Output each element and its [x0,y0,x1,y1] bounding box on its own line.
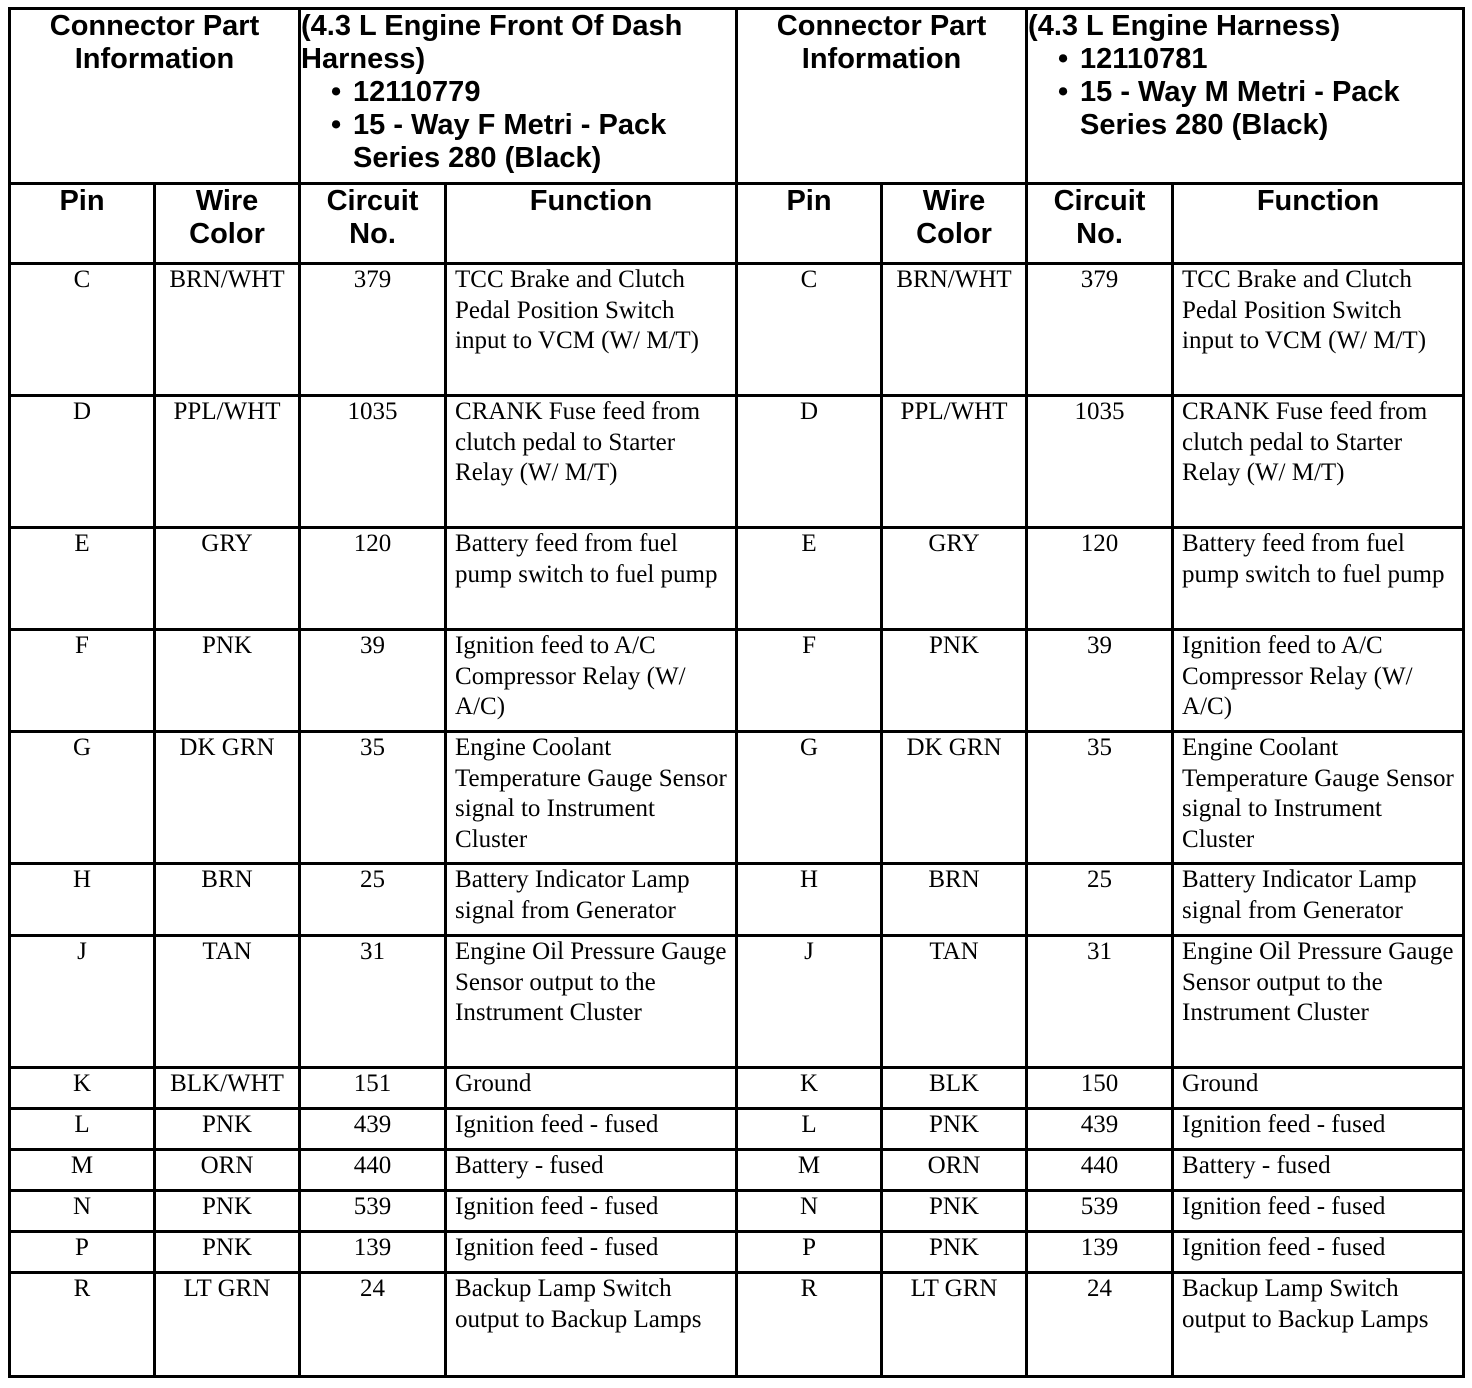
left-part-number: • 12110779 [331,76,735,109]
left-wire-color-cell: BRN [155,864,300,936]
right-function-cell: CRANK Fuse feed from clutch pedal to Starter Relay (W/ M/T) [1173,396,1464,528]
table-row [10,528,1464,630]
left-connector-description: • 15 - Way F Metri - Pack Series 280 (Black) [331,109,735,175]
left-wire-color-cell: PNK [155,1191,300,1232]
right-wire-color-cell: GRY [882,528,1027,630]
left-function-cell: Engine Oil Pressure Gauge Sensor output to the Instrument Cluster [446,936,737,1068]
left-pin-cell: E [10,528,155,630]
right-function-header: Function [1173,184,1464,264]
left-function-cell: Ground [446,1068,737,1109]
right-pin-cell: H [737,864,882,936]
right-wire-color-header: Wire Color [882,184,1027,264]
left-circuit-cell: 120 [300,528,446,630]
left-circuit-header: Circuit No. [300,184,446,264]
left-circuit-cell: 31 [300,936,446,1068]
connector-header-row [10,9,1464,184]
right-wire-color-cell: BRN [882,864,1027,936]
left-function-cell: Backup Lamp Switch output to Backup Lamps [446,1273,737,1377]
right-function-cell: Ground [1173,1068,1464,1109]
right-pin-cell: N [737,1191,882,1232]
right-wire-color-cell: ORN [882,1150,1027,1191]
table-row [10,1191,1464,1232]
right-pin-cell: J [737,936,882,1068]
right-circuit-cell: 1035 [1027,396,1173,528]
left-wire-color-cell: PNK [155,1109,300,1150]
left-part-info-label: Connector Part Information [10,9,300,184]
left-pin-cell: H [10,864,155,936]
left-wire-color-cell: DK GRN [155,732,300,864]
left-wire-color-cell: GRY [155,528,300,630]
right-wire-color-cell: PNK [882,630,1027,732]
right-circuit-cell: 39 [1027,630,1173,732]
table-row [10,732,1464,864]
left-wire-color-cell: BRN/WHT [155,264,300,396]
right-function-cell: Engine Oil Pressure Gauge Sensor output to the Instrument Cluster [1173,936,1464,1068]
right-function-cell: Battery Indicator Lamp signal from Generator [1173,864,1464,936]
table-row [10,630,1464,732]
left-function-cell: Ignition feed - fused [446,1191,737,1232]
table-row [10,1109,1464,1150]
left-pin-cell: J [10,936,155,1068]
left-pin-cell: R [10,1273,155,1377]
left-function-cell: Battery - fused [446,1150,737,1191]
right-circuit-cell: 31 [1027,936,1173,1068]
left-circuit-cell: 25 [300,864,446,936]
table-row [10,1068,1464,1109]
right-wire-color-cell: DK GRN [882,732,1027,864]
right-wire-color-cell: BLK [882,1068,1027,1109]
left-harness-info [300,9,737,184]
table-row [10,264,1464,396]
right-pin-cell: E [737,528,882,630]
left-pin-cell: F [10,630,155,732]
right-circuit-cell: 24 [1027,1273,1173,1377]
right-pin-cell: K [737,1068,882,1109]
right-wire-color-cell: PNK [882,1109,1027,1150]
left-pin-cell: K [10,1068,155,1109]
right-circuit-cell: 120 [1027,528,1173,630]
right-circuit-cell: 35 [1027,732,1173,864]
right-circuit-header: Circuit No. [1027,184,1173,264]
table-row [10,936,1464,1068]
left-function-cell: Battery Indicator Lamp signal from Generator [446,864,737,936]
table-row [10,1232,1464,1273]
right-circuit-cell: 439 [1027,1109,1173,1150]
table-row [10,1150,1464,1191]
left-circuit-cell: 139 [300,1232,446,1273]
right-function-cell: Battery - fused [1173,1150,1464,1191]
right-pin-cell: D [737,396,882,528]
right-pin-cell: G [737,732,882,864]
left-pin-cell: N [10,1191,155,1232]
left-function-header: Function [446,184,737,264]
right-pin-cell: C [737,264,882,396]
left-function-cell: Ignition feed - fused [446,1232,737,1273]
right-function-cell: Ignition feed - fused [1173,1191,1464,1232]
left-pin-cell: L [10,1109,155,1150]
right-circuit-cell: 25 [1027,864,1173,936]
left-harness-list [301,76,735,175]
right-pin-cell: F [737,630,882,732]
right-wire-color-cell: PNK [882,1191,1027,1232]
right-circuit-cell: 379 [1027,264,1173,396]
right-pin-header: Pin [737,184,882,264]
left-circuit-cell: 24 [300,1273,446,1377]
table-row [10,1273,1464,1377]
left-pin-cell: M [10,1150,155,1191]
left-function-cell: Engine Coolant Temperature Gauge Sensor signal to Instrument Cluster [446,732,737,864]
left-circuit-cell: 1035 [300,396,446,528]
right-circuit-cell: 440 [1027,1150,1173,1191]
right-function-cell: Ignition feed - fused [1173,1232,1464,1273]
right-harness-info [1027,9,1464,184]
left-function-cell: CRANK Fuse feed from clutch pedal to Starter Relay (W/ M/T) [446,396,737,528]
left-wire-color-header: Wire Color [155,184,300,264]
right-function-cell: Ignition feed - fused [1173,1109,1464,1150]
left-wire-color-cell: LT GRN [155,1273,300,1377]
left-circuit-cell: 539 [300,1191,446,1232]
left-wire-color-cell: ORN [155,1150,300,1191]
left-wire-color-cell: BLK/WHT [155,1068,300,1109]
right-pin-cell: R [737,1273,882,1377]
right-harness-title: (4.3 L Engine Harness) [1028,10,1341,42]
right-pin-cell: P [737,1232,882,1273]
right-harness-list [1028,43,1462,142]
right-wire-color-cell: TAN [882,936,1027,1068]
right-function-cell: Battery feed from fuel pump switch to fuel pump [1173,528,1464,630]
right-part-info-label: Connector Part Information [737,9,1027,184]
right-pin-cell: M [737,1150,882,1191]
left-wire-color-cell: PNK [155,630,300,732]
right-part-number: • 12110781 [1058,43,1462,76]
left-pin-header: Pin [10,184,155,264]
left-harness-title: (4.3 L Engine Front Of Dash Harness) [301,10,683,75]
left-circuit-cell: 439 [300,1109,446,1150]
left-pin-cell: C [10,264,155,396]
left-wire-color-cell: PNK [155,1232,300,1273]
left-pin-cell: P [10,1232,155,1273]
left-pin-cell: G [10,732,155,864]
left-wire-color-cell: TAN [155,936,300,1068]
left-circuit-cell: 35 [300,732,446,864]
right-wire-color-cell: PNK [882,1232,1027,1273]
right-circuit-cell: 150 [1027,1068,1173,1109]
left-circuit-cell: 39 [300,630,446,732]
left-pin-cell: D [10,396,155,528]
right-function-cell: Ignition feed to A/C Compressor Relay (W/ A/C) [1173,630,1464,732]
left-circuit-cell: 379 [300,264,446,396]
right-wire-color-cell: LT GRN [882,1273,1027,1377]
connector-table [8,7,1465,1378]
right-connector-description: • 15 - Way M Metri - Pack Series 280 (Black) [1058,76,1462,142]
right-function-cell: TCC Brake and Clutch Pedal Position Switch input to VCM (W/ M/T) [1173,264,1464,396]
right-circuit-cell: 539 [1027,1191,1173,1232]
left-function-cell: Ignition feed to A/C Compressor Relay (W/ A/C) [446,630,737,732]
left-function-cell: Ignition feed - fused [446,1109,737,1150]
left-wire-color-cell: PPL/WHT [155,396,300,528]
table-row [10,396,1464,528]
right-circuit-cell: 139 [1027,1232,1173,1273]
right-function-cell: Engine Coolant Temperature Gauge Sensor signal to Instrument Cluster [1173,732,1464,864]
right-wire-color-cell: BRN/WHT [882,264,1027,396]
right-function-cell: Backup Lamp Switch output to Backup Lamps [1173,1273,1464,1377]
right-pin-cell: L [737,1109,882,1150]
table-row [10,864,1464,936]
right-wire-color-cell: PPL/WHT [882,396,1027,528]
left-circuit-cell: 151 [300,1068,446,1109]
left-function-cell: TCC Brake and Clutch Pedal Position Switch input to VCM (W/ M/T) [446,264,737,396]
left-circuit-cell: 440 [300,1150,446,1191]
left-function-cell: Battery feed from fuel pump switch to fuel pump [446,528,737,630]
column-header-row [10,184,1464,264]
